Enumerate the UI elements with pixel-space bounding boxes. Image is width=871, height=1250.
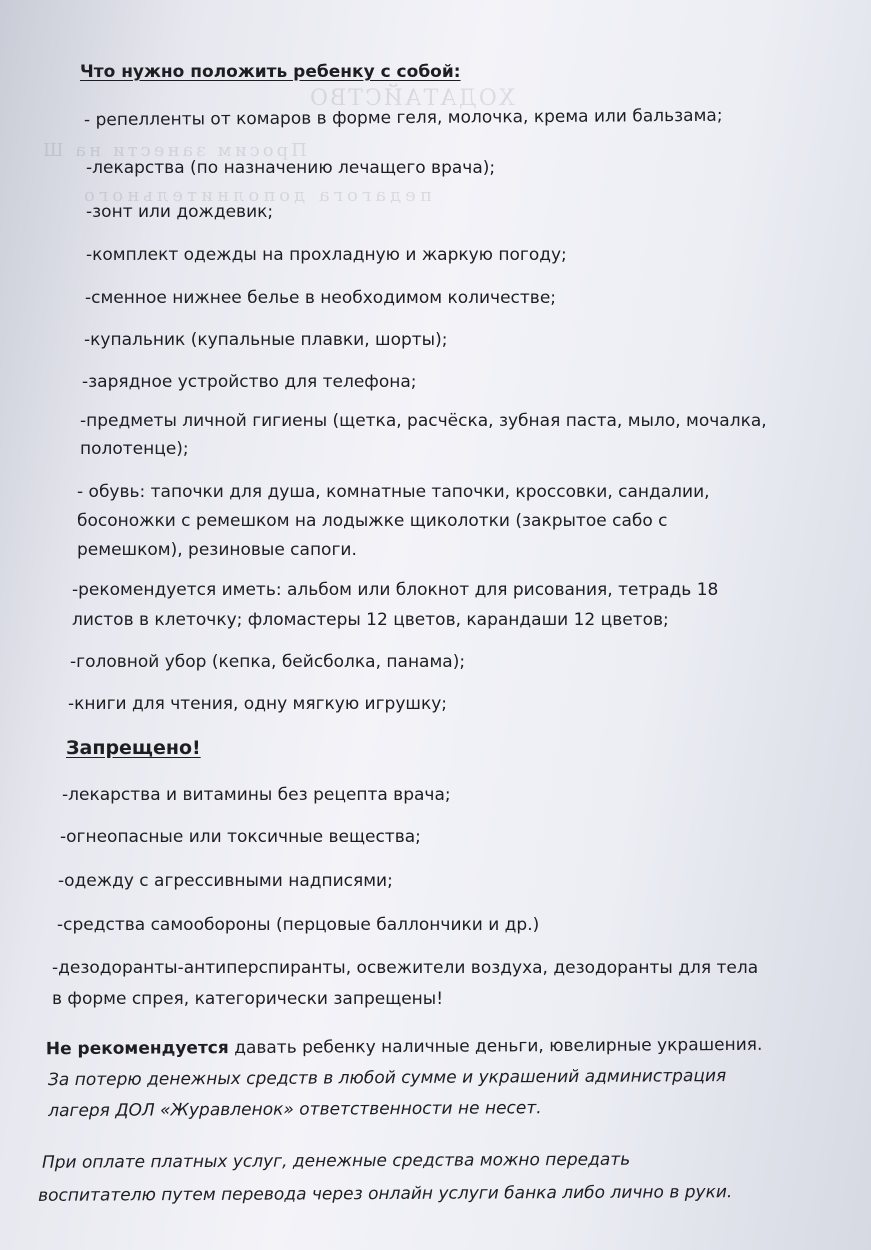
payment-note-line: При оплате платных услуг, денежные средства можно передать	[41, 1149, 631, 1173]
list-item-line: -зарядное устройство для телефона;	[82, 372, 417, 392]
list-item-line: -одежду с агрессивными надписями;	[58, 871, 393, 891]
list-item-line: - обувь: тапочки для душа, комнатные тапочки, кроссовки, сандалии,	[77, 482, 710, 502]
money-note-line	[46, 1030, 763, 1065]
money-note-line: За потерю денежных средств в любой сумме и украшений администрация	[47, 1066, 727, 1091]
list-item-line: -книги для чтения, одну мягкую игрушку;	[68, 694, 448, 714]
bleed-through-title: ХОДАТАЙСТВО	[308, 86, 515, 111]
list-item-line: -зонт или дождевик;	[86, 202, 274, 222]
list-item	[86, 197, 273, 227]
list-item-line: -комплект одежды на прохладную и жаркую погоду;	[86, 245, 567, 265]
payment-note-line: воспитателю путем перевода через онлайн услуги банка либо лично в руки.	[38, 1182, 733, 1206]
list-item-line: -лекарства (по назначению лечащего врача);	[86, 158, 496, 178]
list-item-line: ремешком), резиновые сапоги.	[77, 540, 357, 560]
list-item	[86, 240, 567, 270]
list-item	[62, 780, 451, 810]
bleed-through-line: педагога дополнительного	[80, 185, 432, 206]
list-item-line: -сменное нижнее белье в необходимом количестве;	[85, 288, 557, 308]
list-item-line: -средства самообороны (перцовые баллончики и др.)	[57, 915, 540, 935]
list-item-line: -рекомендуется иметь: альбом или блокнот для рисования, тетрадь 18	[72, 580, 719, 600]
list-item	[68, 689, 447, 719]
list-item	[82, 367, 417, 397]
list-item-line: -дезодоранты-антиперспиранты, освежители воздуха, дезодоранты для тела	[52, 958, 759, 978]
list-item	[80, 407, 767, 463]
list-item	[70, 647, 465, 677]
money-note-line: лагеря ДОЛ «Журавленок» ответственности не несет.	[48, 1098, 542, 1122]
list-item-line: -огнеопасные или токсичные вещества;	[60, 827, 421, 847]
list-item-line: босоножки с ремешком на лодыжке щиколотки (закрытое сабо с	[77, 511, 668, 531]
list-item	[57, 910, 539, 940]
list-item	[84, 325, 447, 355]
list-item-line: листов в клеточку; фломастеры 12 цветов, карандаши 12 цветов;	[72, 610, 669, 630]
forbidden-heading: Запрещено!	[66, 737, 201, 759]
list-item	[52, 953, 758, 1015]
bring-list-heading: Что нужно положить ребенку с собой:	[80, 62, 461, 82]
money-note-text: давать ребенку наличные деньги, ювелирные украшения.	[228, 1034, 763, 1059]
payment-note	[38, 1143, 733, 1213]
list-item	[86, 153, 495, 183]
list-item-line: -купальник (купальные плавки, шорты);	[84, 330, 448, 350]
list-item	[60, 822, 421, 852]
list-item	[72, 575, 718, 635]
list-item-line: - репелленты от комаров в форме геля, молочка, крема или бальзама;	[83, 105, 723, 131]
money-note-emphasis: Не рекомендуется	[45, 1038, 229, 1060]
bleed-through-line: Просим занести на Ш	[40, 140, 307, 161]
list-item-line: -лекарства и витамины без рецепта врача;	[62, 785, 451, 805]
list-item-line: -головной убор (кепка, бейсболка, панама);	[70, 652, 466, 672]
list-item	[77, 478, 710, 565]
list-item	[84, 101, 723, 135]
list-item	[58, 866, 393, 896]
list-item-line: в форме спрея, категорически запрещены!	[52, 989, 444, 1009]
list-item-line: полотенце);	[80, 439, 189, 459]
list-item	[85, 283, 556, 313]
money-note	[46, 1030, 763, 1127]
list-item-line: -предметы личной гигиены (щетка, расчёска, зубная паста, мыло, мочалка,	[80, 411, 767, 431]
